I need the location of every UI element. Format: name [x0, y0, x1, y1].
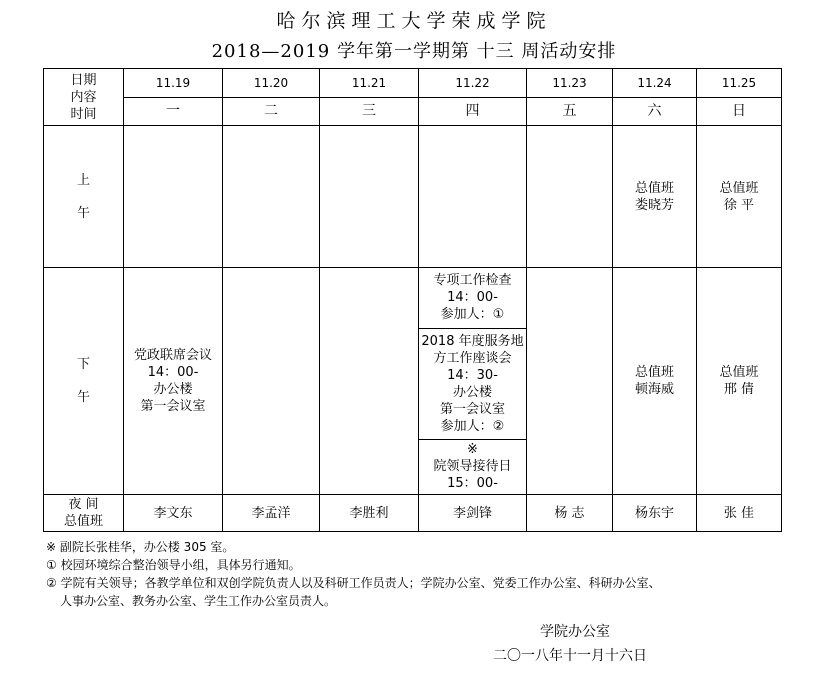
corner-date-label: 日期 [70, 72, 97, 88]
footnote-2: ② 学院有关领导；各教学单位和双创学院负责人以及科研工作员责人；学院办公室、党委工作办公室、科研办公室、 [46, 576, 661, 590]
night-duty-name: 李剑锋 [419, 495, 527, 532]
morning-label: 上 午 [44, 126, 124, 268]
schedule-cell [124, 126, 223, 268]
thursday-afternoon-events [419, 268, 527, 495]
night-duty-name: 李孟洋 [223, 495, 320, 532]
duty-sat-afternoon: 总值班 顿海威 [613, 268, 697, 495]
date-header: 11.22 [419, 69, 527, 98]
weekday-header: 一 [124, 98, 223, 126]
footnote-1: ① 校园环境综合整治领导小组，具体另行通知。 [46, 558, 301, 572]
event-symposium: 2018 年度服务地 方工作座谈会 14：30- 办公楼 第一会议室 参加人：② [419, 328, 526, 439]
date-header: 11.21 [320, 69, 419, 98]
night-duty-name: 李文东 [124, 495, 223, 532]
thursday-events-stack [419, 268, 526, 494]
page-subtitle: 2018—2019 学年第一学期第 十三 周活动安排 [211, 41, 617, 62]
issue-date: 二〇一八年十一月十六日 [493, 648, 647, 664]
night-duty-label: 夜 间 总值班 [44, 495, 124, 532]
footnote-2-continued: 人事办公室、教务办公室、学生工作办公室员责人。 [60, 594, 337, 608]
schedule-cell [527, 126, 613, 268]
schedule-cell [419, 126, 527, 268]
night-duty-name: 张 佳 [697, 495, 782, 532]
weekday-header: 四 [419, 98, 527, 126]
date-header: 11.23 [527, 69, 613, 98]
duty-sat-morning: 总值班 娄晓芳 [613, 126, 697, 268]
weekday-header: 日 [697, 98, 782, 126]
schedule-cell [320, 268, 419, 495]
event-inspection: 专项工作检查 14：00- 参加人：① [419, 268, 526, 328]
afternoon-label: 下 午 [44, 268, 124, 495]
page-title: 哈尔滨理工大学荣成学院 [276, 10, 552, 32]
corner-time-label: 时间 [70, 106, 97, 122]
date-header: 11.24 [613, 69, 697, 98]
date-header: 11.25 [697, 69, 782, 98]
night-duty-name: 李胜利 [320, 495, 419, 532]
schedule-cell [223, 126, 320, 268]
night-duty-name: 杨 志 [527, 495, 613, 532]
schedule-cell [527, 268, 613, 495]
weekday-header: 二 [223, 98, 320, 126]
schedule-cell [223, 268, 320, 495]
weekday-header: 五 [527, 98, 613, 126]
corner-content-label: 内容 [70, 89, 97, 105]
weekday-header: 六 [613, 98, 697, 126]
corner-header [44, 69, 124, 126]
night-duty-name: 杨东宇 [613, 495, 697, 532]
issuing-office: 学院办公室 [540, 624, 610, 640]
date-header: 11.20 [223, 69, 320, 98]
duty-sun-afternoon: 总值班 邢 倩 [697, 268, 782, 495]
footnotes [46, 538, 661, 610]
event-reception-day: ※ 院领导接待日 15：00- [433, 442, 512, 492]
duty-sun-morning: 总值班 徐 平 [697, 126, 782, 268]
footnote-vice-president: ※ 副院长张桂华，办公楼 305 室。 [46, 540, 235, 554]
schedule-cell [320, 126, 419, 268]
schedule-table [43, 68, 782, 532]
event-mon-meeting: 党政联席会议 14：00- 办公楼 第一会议室 [124, 268, 223, 495]
date-header: 11.19 [124, 69, 223, 98]
weekday-header: 三 [320, 98, 419, 126]
